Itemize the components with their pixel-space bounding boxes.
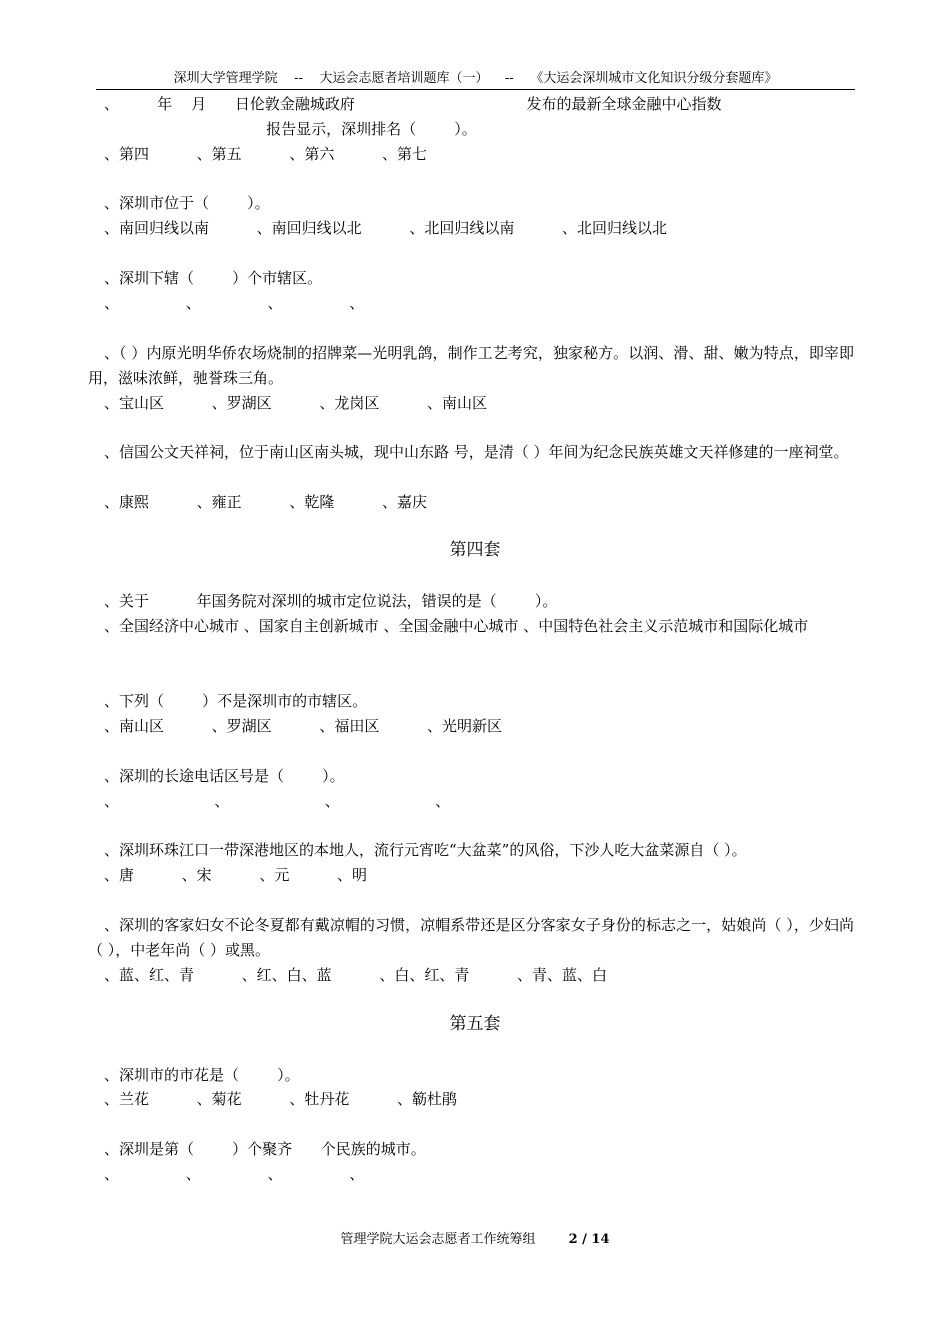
question-paragraph: 、深圳环珠江口一带深港地区的本地人，流行元宵吃“大盆菜”的风俗，下沙人吃大盆菜源自（ ）。: [104, 841, 747, 859]
section-title: 第五套: [449, 1014, 501, 1034]
question-line: 报告显示，深圳排名（ ）。: [104, 120, 477, 138]
question-paragraph: 、信国公文天祥祠，位于南山区南头城，现中山东路 号，是清（ ）年间为纪念民族英雄文天祥修建的一座祠堂。: [104, 443, 849, 461]
options-line: 、 、 、 、: [104, 294, 365, 312]
page-header: 深圳大学管理学院 -- 大运会志愿者培训题库（一） -- 《大运会深圳城市文化知识分级分套题库》: [173, 71, 778, 86]
question-line: 、深圳市位于（ ）。: [104, 194, 270, 212]
question-line: 、 年 月 日伦敦金融城政府 发布的最新全球金融中心指数: [104, 95, 722, 113]
page-number: 2 / 14: [568, 1232, 610, 1247]
header-rule: [96, 89, 855, 90]
options-line: 、康熙 、雍正 、乾隆 、嘉庆: [104, 493, 428, 511]
options-line: 、第四 、第五 、第六 、第七: [104, 145, 428, 163]
options-line: 、兰花 、菊花 、牡丹花 、簕杜鹃: [104, 1090, 458, 1108]
question-paragraph: 、（ ）内原光明华侨农场烧制的招牌菜—光明乳鸽，制作工艺考究，独家秘方。以润、滑、甜、嫩为特点，即宰即用，滋味浓鲜，驰誉珠三角。: [88, 344, 854, 387]
footer-org: 管理学院大运会志愿者工作统筹组: [340, 1232, 536, 1247]
section-title: 第四套: [449, 540, 501, 560]
question-line: 、下列（ ）不是深圳市的市辖区。: [104, 692, 368, 710]
options-line: 、南回归线以南 、南回归线以北 、北回归线以南 、北回归线以北: [104, 219, 668, 237]
question-line: 、深圳下辖（ ）个市辖区。: [104, 269, 323, 287]
options-line: 、南山区 、罗湖区 、福田区 、光明新区: [104, 717, 503, 735]
question-line: 、深圳市的市花是（ ）。: [104, 1066, 300, 1084]
question-paragraph: 、深圳的客家妇女不论冬夏都有戴凉帽的习惯，凉帽系带还是区分客家女子身份的标志之一，姑娘尚（ ），少妇尚（ ），中老年尚（ ）或黑。: [88, 916, 854, 959]
question-line: 、关于 年国务院对深圳的城市定位说法，错误的是（ ）。: [104, 592, 558, 610]
question-line: 、深圳是第（ ）个聚齐 个民族的城市。: [104, 1140, 426, 1158]
options-paragraph: 、全国经济中心城市 、国家自主创新城市 、全国金融中心城市 、中国特色社会主义示范城市和国际化城市: [104, 617, 809, 635]
options-line: 、 、 、 、: [104, 1165, 365, 1183]
options-line: 、 、 、 、: [104, 792, 451, 810]
options-line: 、唐 、宋 、元 、明: [104, 866, 368, 884]
page-footer: [0, 1232, 950, 1248]
options-line: 、蓝、红、青 、红、白、蓝 、白、红、青 、青、蓝、白: [104, 966, 608, 984]
question-line: 、深圳的长途电话区号是（ ）。: [104, 767, 345, 785]
options-line: 、宝山区 、罗湖区 、龙岗区 、南山区: [104, 394, 488, 412]
